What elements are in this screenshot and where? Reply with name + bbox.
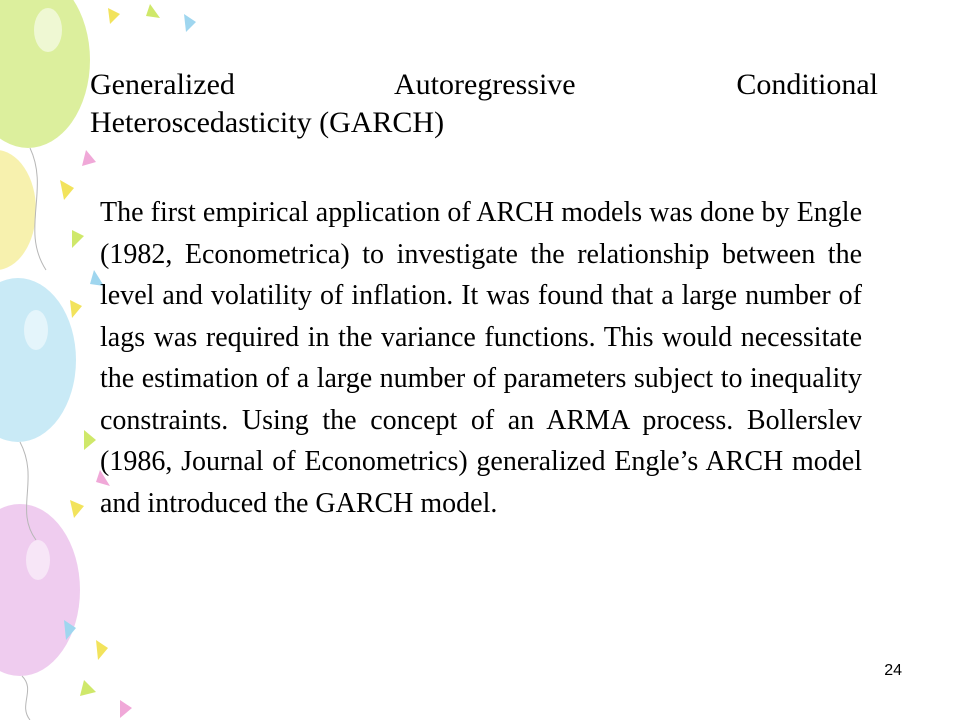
blue-balloon-icon [0,278,76,442]
slide-title-line2: Heteroscedasticity (GARCH) [90,106,445,139]
slide-title-line1: Generalized Autoregressive Conditional [90,68,878,101]
slide-page-number: 24 [884,662,902,679]
green-balloon-icon [0,0,90,148]
pink-balloon-icon [0,504,80,676]
yellow-balloon-icon [0,150,36,270]
slide-body-text: The first empirical application of ARCH models was done by Engle (1982, Econometrica) to investigate the relationship between the level and volatility of inflation. It was found that a large number of lags was required in the variance functions. This would necessitate the estimation of a large number of parameters subject to inequality constraints. Using the concept of an ARMA process. Bollerslev (1986, Journal of Econometrics) generalized Engle’s ARCH model and introduced the GARCH model. [100,197,862,519]
slide-title [90,66,878,142]
